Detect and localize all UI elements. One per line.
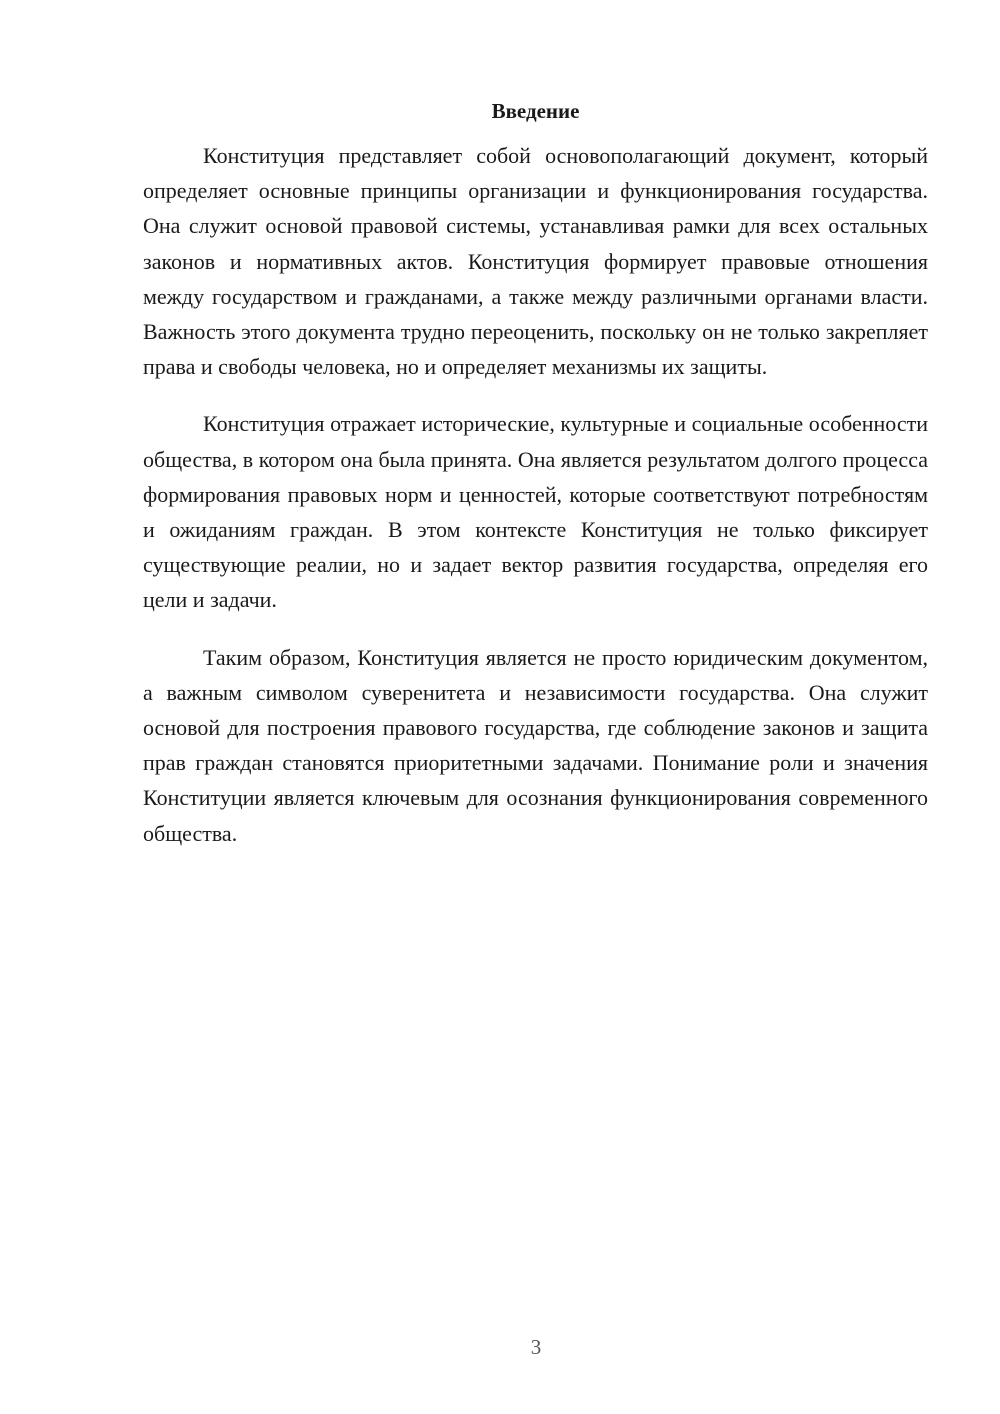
section-title: Введение	[491, 99, 580, 123]
paragraph-2: Конституция отражает исторические, культурные и социальные особенности общества, в котором она была принята. Она является результатом долгого процесса формирования правовых норм и ценностей, которые соответствуют потребностям и ожиданиям граждан. В этом контексте Конституция не только фиксирует существующие реалии, но и задает вектор развития государства, определяя его цели и задачи.	[143, 411, 928, 613]
paragraph-1: Конституция представляет собой основополагающий документ, который определяет основные принципы организации и функционирования государства. Она служит основой правовой системы, устанавливая рамки для всех остальных законов и нормативных актов. Конституция формирует правовые отношения между государством и гражданами, а также между различными органами власти. Важность этого документа трудно переоценить, поскольку он не только закрепляет права и свободы человека, но и определяет механизмы их защиты.	[143, 143, 928, 380]
page-number: 3	[530, 1335, 542, 1359]
page-content	[143, 96, 928, 873]
paragraph-3: Таким образом, Конституция является не просто юридическим документом, а важным символом суверенитета и независимости государства. Она служит основой для построения правового государства, где соблюдение законов и защита прав граждан становятся приоритетными задачами. Понимание роли и значения Конституции является ключевым для осознания функционирования современного общества.	[143, 644, 928, 846]
